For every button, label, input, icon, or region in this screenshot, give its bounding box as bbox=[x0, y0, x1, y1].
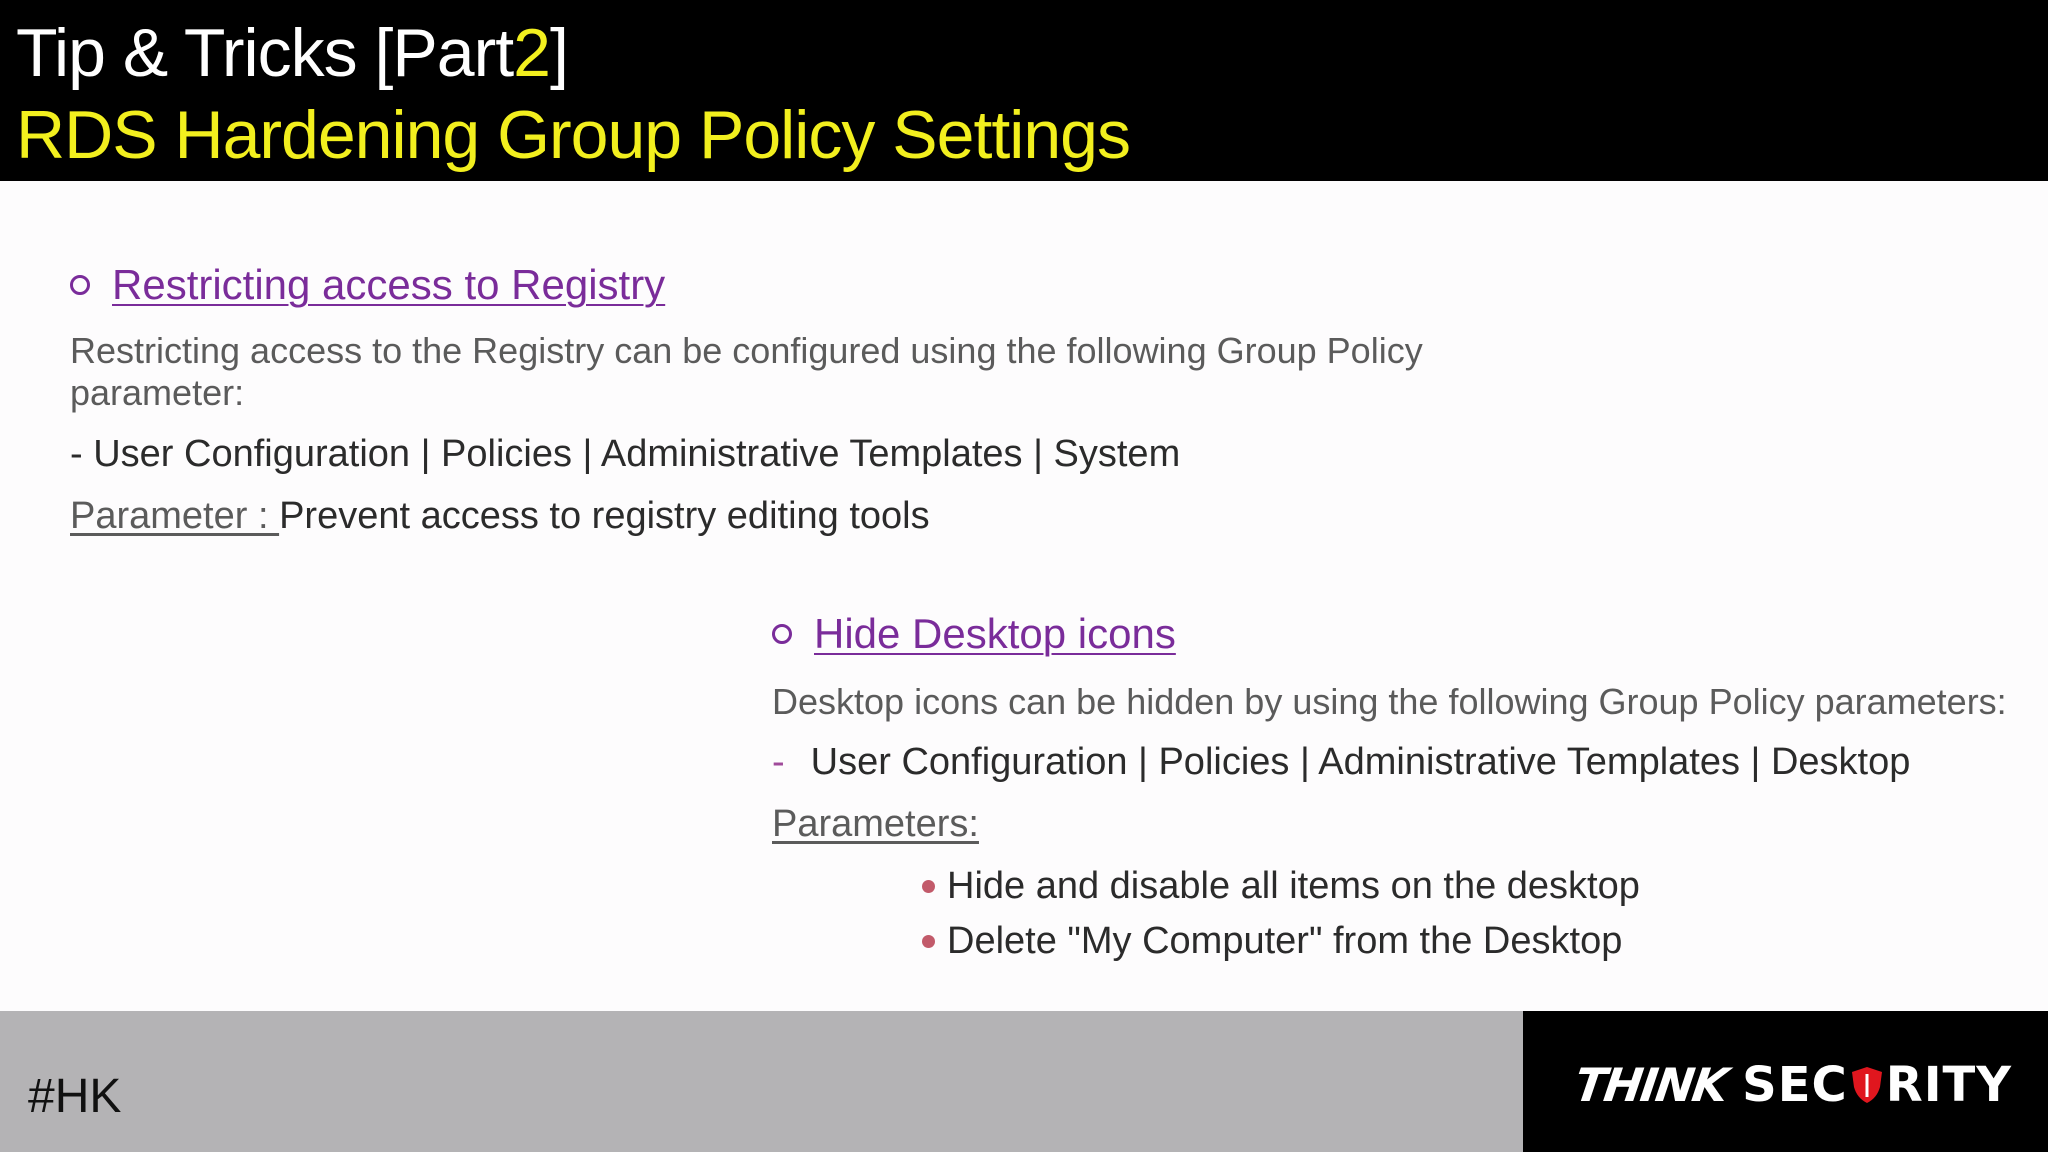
parameter-item-text: Delete "My Computer" from the Desktop bbox=[947, 920, 1623, 962]
logo-sec-right: RITY bbox=[1885, 1057, 2013, 1113]
section2-desc: Desktop icons can be hidden by using the following Group Policy parameters: bbox=[772, 681, 2007, 722]
slide-content bbox=[0, 181, 2048, 1011]
dot-bullet-icon bbox=[922, 880, 935, 893]
parameters-label: Parameters: bbox=[772, 803, 979, 845]
parameter-item-text: Hide and disable all items on the desktop bbox=[947, 865, 1640, 907]
title-suffix: ] bbox=[549, 15, 568, 91]
section2-parameters-label bbox=[772, 803, 979, 846]
slide-subtitle: RDS Hardening Group Policy Settings bbox=[16, 97, 1130, 173]
parameter-value: Prevent access to registry editing tools bbox=[279, 495, 930, 537]
shield-icon bbox=[1850, 1065, 1884, 1105]
parameter-label: Parameter : bbox=[70, 495, 280, 537]
ring-bullet-icon bbox=[772, 624, 792, 644]
section2-policy-path bbox=[772, 741, 1910, 784]
parameter-item bbox=[922, 865, 1640, 908]
title-prefix: Tip & Tricks [Part bbox=[16, 15, 514, 91]
dash-bullet: - bbox=[772, 741, 785, 783]
section1-desc-line1: Restricting access to the Registry can be configured using the following Group Policy bbox=[70, 330, 1423, 371]
section1-heading-link[interactable]: Restricting access to Registry bbox=[112, 261, 666, 308]
think-security-logo bbox=[1571, 1057, 2013, 1113]
slide-title bbox=[16, 14, 568, 92]
section1-desc-line2: parameter: bbox=[70, 372, 245, 413]
author-hashtag: #HK bbox=[28, 1070, 122, 1123]
footer-bar bbox=[0, 1011, 1523, 1152]
logo-security-text bbox=[1742, 1057, 2012, 1113]
footer-logo-panel bbox=[1523, 1011, 2048, 1152]
section1-parameter bbox=[70, 495, 930, 538]
slide-header bbox=[0, 0, 2048, 181]
section2-heading[interactable] bbox=[772, 610, 1176, 658]
parameter-item bbox=[922, 920, 1622, 963]
dot-bullet-icon bbox=[922, 935, 935, 948]
title-part-number: 2 bbox=[513, 15, 550, 91]
section1-heading[interactable] bbox=[70, 261, 665, 309]
logo-sec-left: SEC bbox=[1742, 1057, 1848, 1113]
section2-heading-link[interactable]: Hide Desktop icons bbox=[814, 610, 1176, 657]
section2-path-text: User Configuration | Policies | Administrative Templates | Desktop bbox=[810, 741, 1911, 783]
logo-think-text: THINK bbox=[1571, 1058, 1730, 1112]
section1-policy-path: - User Configuration | Policies | Administrative Templates | System bbox=[70, 433, 1181, 475]
ring-bullet-icon bbox=[70, 275, 90, 295]
